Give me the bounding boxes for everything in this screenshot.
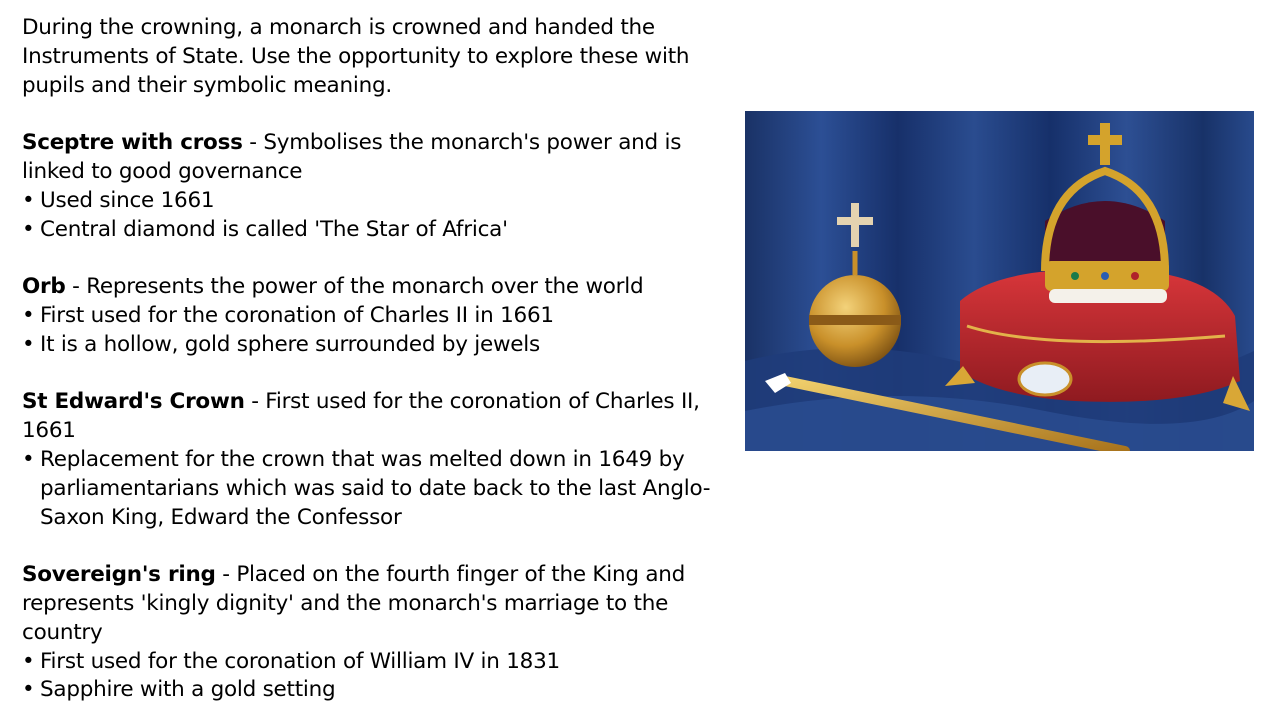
crown-bullets <box>22 446 722 532</box>
crown-velvet <box>1045 201 1165 271</box>
orb-heading <box>22 273 722 302</box>
ring-description: - Placed on the fourth finger of the King and represents 'kingly dignity' and the monarch's marriage to the country <box>22 562 686 645</box>
ring-bullet: • Sapphire with a gold setting <box>22 676 722 705</box>
crown-jewel <box>1101 272 1109 280</box>
crown-cross <box>1088 135 1122 145</box>
crown-jewel <box>1131 272 1139 280</box>
text-column <box>22 14 722 705</box>
orb-description: - Represents the power of the monarch over the world <box>65 274 644 300</box>
orb-bullets <box>22 302 722 360</box>
orb-band <box>809 315 901 325</box>
crown-heading <box>22 388 722 446</box>
ring-bullets <box>22 648 722 706</box>
orb-bullet: • First used for the coronation of Charles II in 1661 <box>22 302 722 331</box>
crown-bullet: • Replacement for the crown that was melted down in 1649 by parliamentarians which was said to date back to the last Anglo-Saxon King, Edward the Confessor <box>22 446 722 532</box>
intro-paragraph: During the crowning, a monarch is crowned and handed the Instruments of State. Use the opportunity to explore these with pupils and their symbolic meaning. <box>22 15 690 98</box>
sceptre-heading <box>22 129 722 187</box>
orb-bullet: • It is a hollow, gold sphere surrounded by jewels <box>22 331 722 360</box>
crown-ermine <box>1049 289 1167 303</box>
sceptre-bullet: • Used since 1661 <box>22 187 722 216</box>
crown-jewels-image <box>745 111 1254 451</box>
crown-description: - First used for the coronation of Charles II, 1661 <box>22 389 700 444</box>
ring-bullet: • First used for the coronation of William IV in 1831 <box>22 648 722 677</box>
sceptre-diamond <box>1019 363 1071 395</box>
crown-jewel <box>1071 272 1079 280</box>
crown-title: St Edward's Crown <box>22 389 245 415</box>
sceptre-bullets <box>22 187 722 245</box>
orb-title: Orb <box>22 274 66 300</box>
sceptre-title: Sceptre with cross <box>22 130 243 156</box>
sceptre-description: - Symbolises the monarch's power and is linked to good governance <box>22 130 682 184</box>
ring-title: Sovereign's ring <box>22 562 216 588</box>
ring-heading <box>22 561 722 647</box>
sceptre-bullet: • Central diamond is called 'The Star of Africa' <box>22 216 722 245</box>
orb-cross <box>837 217 873 225</box>
